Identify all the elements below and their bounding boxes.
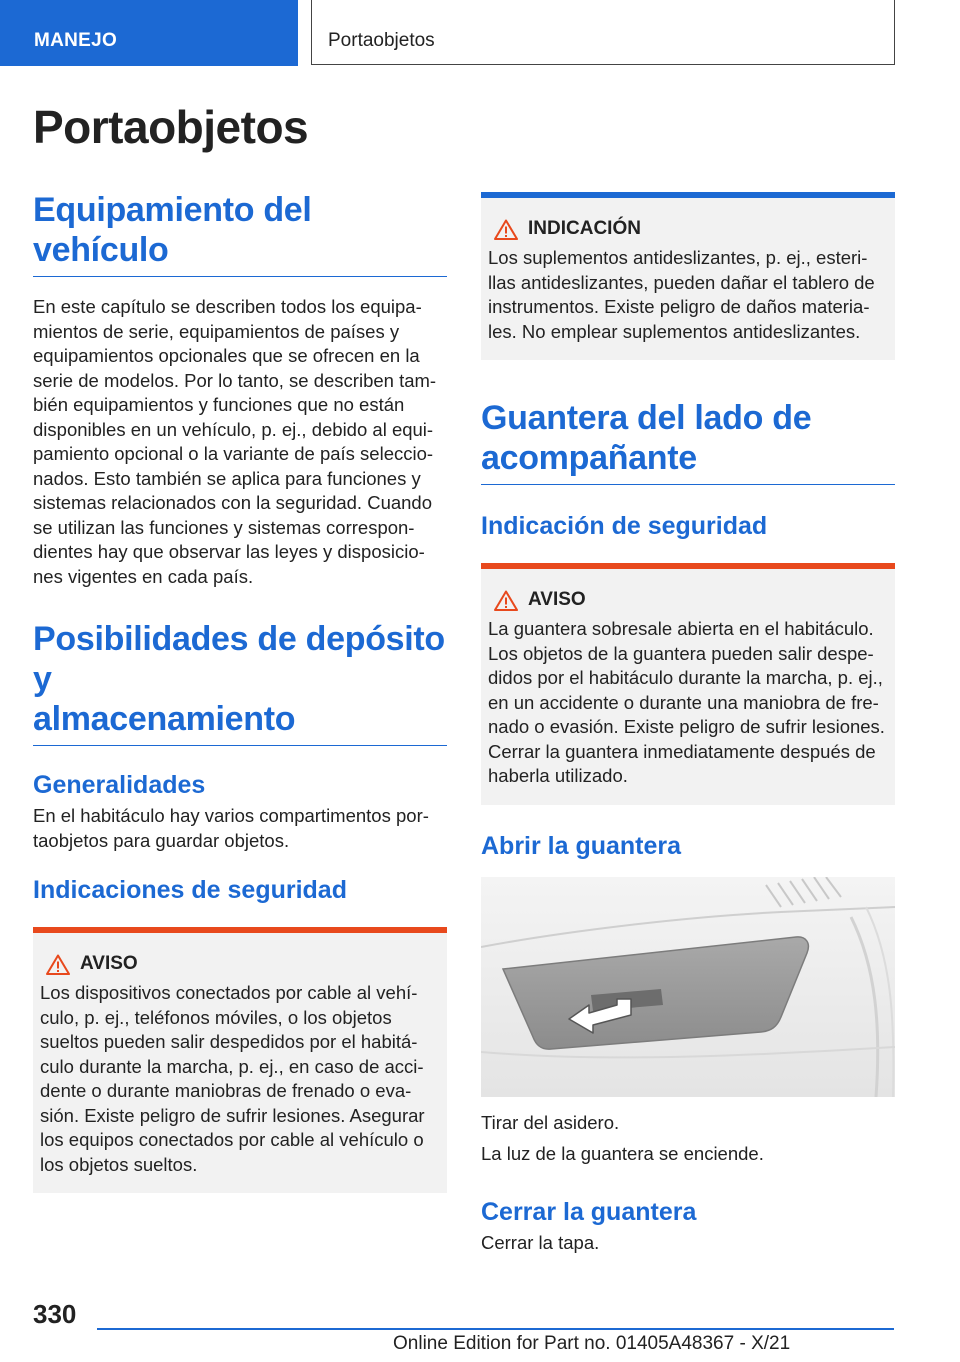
heading-guantera — [481, 398, 895, 485]
text-line: sistemas relacionados con la seguridad. Cuando — [33, 492, 433, 513]
text-line: dientes hay que observar las leyes y disposicio- — [33, 541, 425, 562]
text-line: serie de modelos. Por lo tanto, se describen tam- — [33, 369, 437, 391]
indicacion-title: INDICACIÓN — [528, 218, 641, 239]
warning-triangle-icon — [494, 590, 518, 611]
text-line: nados. Esto también se aplica para funciones y — [33, 467, 421, 489]
text-line: haberla utilizado. — [488, 765, 628, 786]
aviso-title: AVISO — [80, 953, 138, 974]
text-line: sueltos pueden salir despedidos por el habitá- — [40, 1031, 418, 1052]
warning-triangle-icon — [46, 954, 70, 975]
heading-posibilidades — [33, 619, 447, 746]
text-line: didos por el habitáculo durante la marcha, p. ej., — [488, 667, 883, 688]
text-line: dente o durante maniobras de frenado o eva- — [40, 1080, 412, 1101]
cerrar-text: Cerrar la tapa. — [481, 1231, 600, 1253]
heading-line: almacenamiento — [33, 700, 296, 738]
aviso-box — [33, 927, 447, 1193]
text-line: Los dispositivos conectados por cable al vehí- — [40, 982, 418, 1003]
text-line: Cerrar la guantera inmediatamente después de — [488, 740, 876, 762]
chapter-tab[interactable] — [311, 0, 895, 65]
right-column — [481, 192, 895, 1255]
glovebox-illustration — [481, 877, 895, 1097]
text-line: mientos de serie, equipamientos de países y — [33, 320, 400, 342]
heading-indicacion-seguridad: Indicación de seguridad — [481, 512, 768, 540]
text-line: bién equipamientos y funciones que no están — [33, 394, 405, 415]
text-line: taobjetos para guardar objetos. — [33, 829, 290, 851]
aviso-title: AVISO — [528, 589, 586, 610]
text-line: culo, p. ej., teléfonos móviles, o los objetos — [40, 1006, 392, 1028]
section-tab[interactable] — [0, 0, 298, 66]
edition-footer: Online Edition for Part no. 01405A48367 - X/21 — [393, 1333, 791, 1354]
text-line: sión. Existe peligro de sufrir lesiones. Asegurar — [40, 1104, 425, 1126]
text-line: disponibles en un vehículo, p. ej., debido al equi- — [33, 418, 434, 440]
text-line: los objetos sueltos. — [40, 1153, 198, 1175]
text-line: pamiento opcional o la variante de país seleccio- — [33, 443, 434, 464]
section-tab-label: MANEJO — [34, 30, 118, 51]
glovebox-image — [481, 877, 895, 1097]
page-number: 330 — [33, 1299, 77, 1329]
text-line: Los objetos de la guantera pueden salir despe- — [488, 642, 874, 664]
text-line: les. No emplear suplementos antideslizantes. — [488, 320, 861, 342]
equipamiento-paragraph — [33, 295, 447, 589]
indicacion-header — [494, 218, 888, 240]
left-column — [33, 190, 447, 1193]
heading-line: acompañante — [481, 439, 697, 477]
footer-divider — [97, 1328, 894, 1330]
text-line: en un accidente o durante una maniobra de fre- — [488, 691, 879, 713]
aviso-header — [46, 953, 440, 975]
heading-line: Posibilidades de depósito y — [33, 620, 445, 698]
text-line: En este capítulo se describen todos los equipa- — [33, 296, 422, 317]
text-line: culo durante la marcha, p. ej., en caso de acci- — [40, 1055, 424, 1077]
generalidades-paragraph — [33, 804, 447, 853]
text-line: se utilizan las funciones y sistemas correspon- — [33, 516, 415, 538]
abrir-step-2: La luz de la guantera se enciende. — [481, 1143, 764, 1164]
text-line: nes vigentes en cada país. — [33, 565, 254, 587]
heading-abrir-guantera: Abrir la guantera — [481, 831, 682, 860]
heading-line: Guantera del lado de — [481, 399, 812, 437]
text-line: llas antideslizantes, pueden dañar el tablero de — [488, 271, 875, 293]
aviso-header — [494, 589, 888, 611]
chapter-tab-label: Portaobjetos — [328, 30, 435, 51]
text-line: instrumentos. Existe peligro de daños materia- — [488, 296, 870, 317]
page-title: Portaobjetos — [33, 101, 309, 153]
warning-triangle-icon — [494, 219, 518, 240]
heading-indicaciones-seguridad: Indicaciones de seguridad — [33, 876, 347, 904]
text-line: Los suplementos antideslizantes, p. ej., esteri- — [488, 247, 868, 268]
text-line: nado o evasión. Existe peligro de sufrir lesiones. — [488, 716, 885, 737]
text-line: En el habitáculo hay varios compartimentos por- — [33, 805, 429, 826]
indicacion-box — [481, 192, 895, 360]
heading-cerrar-guantera: Cerrar la guantera — [481, 1197, 697, 1226]
text-line: equipamientos opcionales que se ofrecen en la — [33, 345, 420, 366]
text-line: los equipos conectados por cable al vehículo o — [40, 1129, 424, 1150]
heading-generalidades: Generalidades — [33, 771, 206, 799]
aviso-box-guantera — [481, 563, 895, 805]
heading-equipamiento: Equipamiento del vehículo — [33, 190, 447, 277]
abrir-step-1: Tirar del asidero. — [481, 1111, 620, 1133]
text-line: La guantera sobresale abierta en el habitáculo. — [488, 618, 874, 639]
